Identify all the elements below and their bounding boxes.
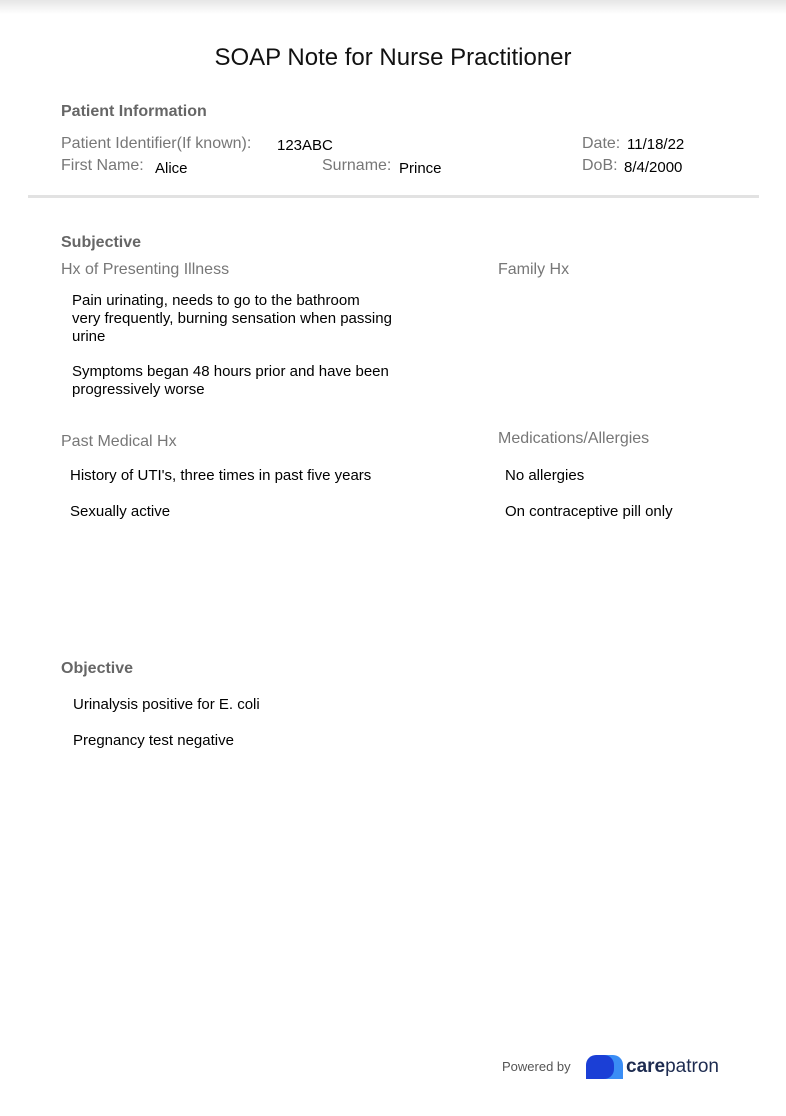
past-medical-hx-item: Sexually active: [70, 503, 171, 520]
surname-label: Surname:: [322, 157, 392, 174]
objective-item: Pregnancy test negative: [73, 732, 234, 749]
patient-info-heading: Patient Information: [61, 103, 207, 120]
hpi-paragraph: Pain urinating, needs to go to the bathroom very frequently, burning sensation when passing urine: [72, 292, 392, 345]
hpi-label: Hx of Presenting Illness: [61, 261, 230, 278]
carepatron-logo-icon: [585, 1053, 625, 1081]
medications-allergies-item: On contraceptive pill only: [505, 503, 673, 520]
first-name-label: First Name:: [61, 157, 144, 174]
dob-value: 8/4/2000: [624, 159, 683, 176]
hpi-paragraph: Symptoms began 48 hours prior and have been progressively worse: [72, 363, 389, 398]
dob-label: DoB:: [582, 157, 618, 174]
objective-item: Urinalysis positive for E. coli: [73, 696, 260, 713]
date-value: 11/18/22: [627, 136, 685, 153]
powered-by-label: Powered by: [502, 1059, 571, 1074]
surname-value: Prince: [399, 160, 442, 177]
past-medical-hx-label: Past Medical Hx: [61, 433, 177, 450]
past-medical-hx-item: History of UTI's, three times in past five years: [70, 467, 372, 484]
date-label: Date:: [582, 135, 621, 152]
family-hx-label: Family Hx: [498, 261, 570, 278]
top-shadow: [0, 0, 786, 14]
page-title: SOAP Note for Nurse Practitioner: [214, 44, 572, 71]
carepatron-brand: carepatron: [626, 1056, 719, 1077]
section-divider: [28, 195, 759, 198]
medications-allergies-label: Medications/Allergies: [498, 430, 650, 447]
medications-allergies-item: No allergies: [505, 467, 585, 484]
subjective-heading: Subjective: [61, 234, 142, 251]
first-name-value: Alice: [155, 160, 188, 177]
objective-heading: Objective: [61, 660, 134, 677]
patient-identifier-label: Patient Identifier(If known):: [61, 135, 252, 152]
patient-identifier-value: 123ABC: [277, 137, 333, 154]
